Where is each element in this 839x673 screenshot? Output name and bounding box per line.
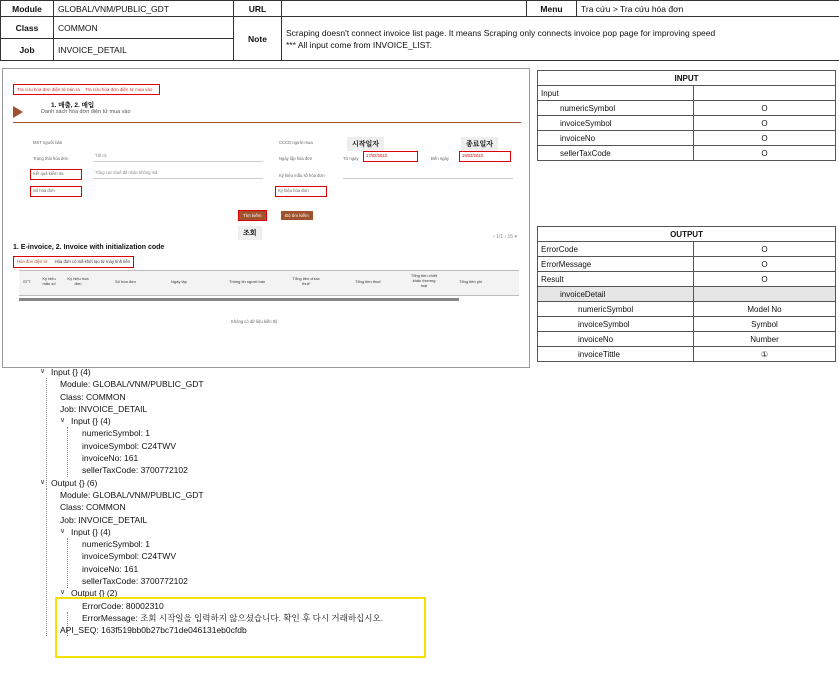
input-row-name: sellerTaxCode bbox=[538, 146, 694, 161]
tree-leaf: numericSymbol: 1 bbox=[82, 428, 151, 439]
note-line-1: Scraping doesn't connect invoice list page. It means Scraping only connects invoice pop page for improving speed bbox=[286, 27, 716, 38]
spec-header-table bbox=[0, 0, 839, 61]
tree-leaf: numericSymbol: 1 bbox=[82, 539, 151, 550]
label-to-date: Đến ngày bbox=[431, 156, 449, 161]
note-value bbox=[282, 17, 839, 61]
col-form-symbol: Ký hiệu mẫu số bbox=[42, 276, 56, 286]
section-title: Danh sách hóa đơn điện tử mua vào bbox=[41, 109, 131, 115]
note-key: Note bbox=[234, 17, 282, 61]
tree-leaf: Class: COMMON bbox=[60, 391, 126, 402]
input-row-value bbox=[694, 86, 836, 101]
chevron-down-icon[interactable]: ∨ bbox=[60, 417, 66, 425]
input-row-value: O bbox=[694, 101, 836, 116]
output-row-value: Symbol bbox=[694, 317, 836, 332]
tree-leaf: sellerTaxCode: 3700772102 bbox=[82, 576, 188, 587]
output-row-value: O bbox=[694, 257, 836, 272]
section-marker-icon bbox=[13, 106, 23, 118]
col-tax-total: Tổng tiền thuế bbox=[355, 279, 381, 284]
output-row-value: O bbox=[694, 272, 836, 287]
tab-bought[interactable]: Tra cứu hóa đơn điện tử mua vào bbox=[85, 87, 153, 92]
annotation-sales-purchase: 1. 매출, 2. 매입 bbox=[51, 102, 95, 109]
tree-leaf: API_SEQ: 163f519bb0b27bc71de046131eb0cfdb bbox=[60, 625, 247, 636]
label-form-symbol: Ký hiệu mẫu số hóa đơn bbox=[279, 173, 325, 178]
output-table-title: OUTPUT bbox=[538, 227, 836, 242]
col-date: Ngày lập bbox=[171, 279, 187, 284]
search-button[interactable]: Tìm kiếm bbox=[239, 211, 266, 220]
input-spec-table bbox=[537, 70, 836, 161]
from-date-input[interactable]: 17/02/2023 bbox=[363, 151, 418, 162]
tree-node-output-result[interactable]: ∨ Output {} (2) bbox=[60, 588, 118, 599]
grid-header bbox=[19, 270, 519, 296]
col-discount-total: Tổng tiền chiết khấu thương mại bbox=[410, 273, 438, 288]
tree-leaf: Class: COMMON bbox=[60, 502, 126, 513]
col-invoice-number: Số hóa đơn bbox=[115, 279, 136, 284]
input-row-name: invoiceNo bbox=[538, 131, 694, 146]
menu-key: Menu bbox=[527, 1, 577, 17]
chevron-down-icon[interactable]: ∨ bbox=[60, 527, 66, 535]
input-row-value: O bbox=[694, 146, 836, 161]
menu-value: Tra cứu > Tra cứu hóa đơn bbox=[577, 1, 839, 17]
tag-start-date: 시작일자 bbox=[347, 137, 384, 151]
col-invoice-symbol: Ký hiệu hóa đơn bbox=[67, 276, 89, 286]
form-symbol-input[interactable] bbox=[343, 170, 513, 179]
tree-leaf: Module: GLOBAL/VNM/PUBLIC_GDT bbox=[60, 379, 204, 390]
job-value: INVOICE_DETAIL bbox=[54, 39, 234, 61]
pager-next-icon[interactable]: › bbox=[504, 234, 507, 240]
output-row-value: Number bbox=[694, 332, 836, 347]
tree-leaf: Job: INVOICE_DETAIL bbox=[60, 514, 148, 525]
tab-sold[interactable]: Tra cứu hóa đơn điện tử bán ra bbox=[17, 87, 80, 92]
class-key: Class bbox=[1, 17, 54, 39]
module-value: GLOBAL/VNM/PUBLIC_GDT bbox=[54, 1, 234, 17]
chevron-down-icon[interactable]: ∨ bbox=[40, 368, 46, 375]
col-stt: STT bbox=[23, 279, 31, 284]
output-row-name: ErrorCode bbox=[538, 242, 694, 257]
json-tree bbox=[40, 366, 383, 637]
input-row-value: O bbox=[694, 131, 836, 146]
page-size-chevron-icon[interactable]: ▾ bbox=[514, 234, 517, 240]
label-invoice-date: Ngày lập hóa đơn bbox=[279, 156, 313, 161]
grid-tabs[interactable] bbox=[13, 256, 134, 268]
module-key: Module bbox=[1, 1, 54, 17]
class-value: COMMON bbox=[54, 17, 234, 39]
tree-leaf: sellerTaxCode: 3700772102 bbox=[82, 465, 188, 476]
tree-leaf: ErrorMessage: 조회 시작일을 입력하지 않으셨습니다. 확인 후 다시 거래하십시오. bbox=[82, 612, 384, 623]
tag-search: 조회 bbox=[238, 226, 262, 240]
invoice-type-tabs[interactable] bbox=[13, 84, 160, 95]
tree-node-input[interactable]: ∨ Input {} (4) bbox=[40, 367, 91, 377]
invoice-symbol-input[interactable]: Ký hiệu hóa đơn bbox=[275, 186, 327, 197]
col-fee-total: Tổng tiền phí bbox=[459, 279, 483, 284]
output-row-name: Result bbox=[538, 272, 694, 287]
job-key: Job bbox=[1, 39, 54, 61]
label-invoice-status: Trạng thái hóa đơn bbox=[33, 156, 69, 161]
output-row-name: invoiceDetail bbox=[538, 287, 694, 302]
section-divider bbox=[13, 122, 521, 123]
grid-tab-pos-invoice[interactable]: Hóa đơn có mã khởi tạo từ máy tính tiền bbox=[54, 259, 130, 264]
tree-leaf: Module: GLOBAL/VNM/PUBLIC_GDT bbox=[60, 489, 204, 500]
tree-leaf: invoiceNo: 161 bbox=[82, 453, 139, 464]
chevron-down-icon[interactable]: ∨ bbox=[40, 478, 46, 486]
pager-prev-icon[interactable]: ‹ bbox=[493, 234, 495, 240]
page-size[interactable]: 15 bbox=[507, 234, 514, 240]
output-row-value: ① bbox=[694, 347, 836, 362]
refine-search-button[interactable]: Bỏ tìm kiếm bbox=[281, 211, 313, 220]
check-result-label-box: Kết quả kiểm tra bbox=[30, 169, 82, 180]
invoice-kind-title: 1. E-invoice, 2. Invoice with initialization code bbox=[13, 244, 165, 251]
output-row-value: Model No bbox=[694, 302, 836, 317]
invoice-number-input[interactable]: Số hóa đơn bbox=[30, 186, 82, 197]
input-table-title: INPUT bbox=[538, 71, 836, 86]
tree-node-output-input[interactable]: ∨ Input {} (4) bbox=[60, 526, 111, 537]
output-spec-table bbox=[537, 226, 836, 362]
output-row-value bbox=[694, 287, 836, 302]
to-date-input[interactable]: 19/03/2023 bbox=[459, 151, 511, 162]
tag-end-date: 종료일자 bbox=[461, 137, 498, 151]
input-row-value: O bbox=[694, 116, 836, 131]
url-value bbox=[282, 1, 527, 17]
label-from-date: Từ ngày bbox=[343, 156, 359, 161]
tree-node-input-params[interactable]: ∨ Input {} (4) bbox=[60, 416, 111, 427]
input-row-name: Input bbox=[538, 86, 694, 101]
status-select[interactable]: Tất cả bbox=[93, 153, 263, 162]
output-row-name: ErrorMessage bbox=[538, 257, 694, 272]
output-row-name: invoiceNo bbox=[538, 332, 694, 347]
highlight-box bbox=[55, 597, 426, 658]
pager-label: 1/1 bbox=[496, 234, 504, 240]
label-buyer-cccd: CCCD người mua bbox=[279, 140, 313, 145]
note-line-2: *** All input come from INVOICE_LIST. bbox=[286, 39, 432, 50]
label-seller-mst: MST người bán bbox=[33, 140, 63, 145]
check-result-select[interactable]: Tổng cục thuế đã nhận không mã bbox=[93, 170, 263, 179]
horizontal-scrollbar[interactable] bbox=[19, 298, 459, 301]
tree-leaf: ErrorCode: 80002310 bbox=[82, 600, 164, 611]
url-key: URL bbox=[234, 1, 282, 17]
input-row-name: numericSymbol bbox=[538, 101, 694, 116]
grid-tab-einvoice[interactable]: Hóa đơn điện tử bbox=[17, 259, 48, 264]
tree-leaf: invoiceSymbol: C24TWV bbox=[82, 551, 177, 562]
output-row-value: O bbox=[694, 242, 836, 257]
tree-leaf: invoiceSymbol: C24TWV bbox=[82, 440, 177, 451]
embedded-screenshot bbox=[2, 68, 530, 368]
tree-node-output[interactable]: ∨ Output {} (6) bbox=[40, 477, 98, 488]
output-row-name: numericSymbol bbox=[538, 302, 694, 317]
pagination[interactable] bbox=[493, 234, 517, 240]
col-seller-info: Thông tin người bán bbox=[229, 279, 266, 284]
tree-leaf: invoiceNo: 161 bbox=[82, 563, 139, 574]
col-total-before-tax: Tổng tiền chưa thuế bbox=[292, 276, 320, 286]
input-row-name: invoiceSymbol bbox=[538, 116, 694, 131]
tree-leaf: Job: INVOICE_DETAIL bbox=[60, 403, 148, 414]
chevron-down-icon[interactable]: ∨ bbox=[60, 589, 66, 597]
grid-empty-message: Không có dữ liệu kiến thị bbox=[231, 319, 278, 324]
output-row-name: invoiceTittle bbox=[538, 347, 694, 362]
output-row-name: invoiceSymbol bbox=[538, 317, 694, 332]
